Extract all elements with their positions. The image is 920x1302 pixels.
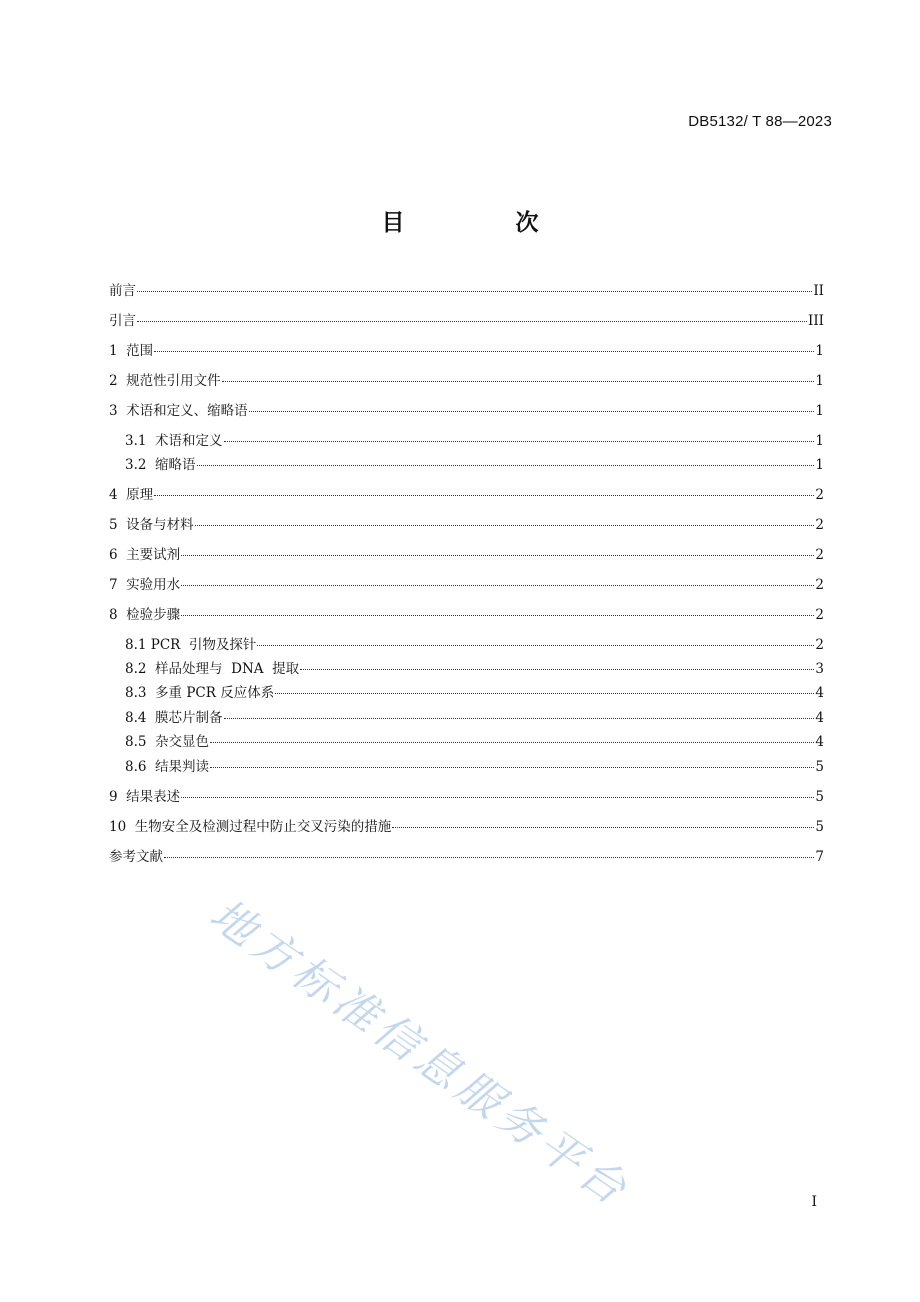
toc-entry-8-3[interactable] <box>125 683 824 703</box>
toc-dot-leader <box>137 309 807 322</box>
toc-entry-label: 8.2 样品处理与 DNA 提取 <box>125 661 300 677</box>
toc-entry-8-1[interactable] <box>125 635 824 655</box>
toc-entry-label: 引言 <box>109 313 136 329</box>
toc-entry-3-1[interactable] <box>125 431 824 451</box>
toc-entry-page: 1 <box>815 373 824 389</box>
toc-entry-label: 9 结果表述 <box>109 789 181 805</box>
toc-entry-label: 8.6 结果判读 <box>125 759 210 775</box>
toc-entry-page: 2 <box>815 547 824 563</box>
toc-entry-page: 1 <box>815 403 824 419</box>
toc-entry-1[interactable] <box>109 341 824 361</box>
toc-entry-3[interactable] <box>109 401 824 421</box>
toc-entry-page: 5 <box>815 819 824 835</box>
document-code: DB5132/ T 88—2023 <box>688 113 832 130</box>
toc-dot-leader <box>195 513 815 526</box>
toc-dot-leader <box>181 543 814 556</box>
toc-entry-page: 5 <box>815 789 824 805</box>
toc-entry-8-4[interactable] <box>125 708 824 728</box>
toc-dot-leader <box>154 483 814 496</box>
toc-entry-label: 3.2 缩略语 <box>125 457 196 473</box>
toc-entry-references[interactable] <box>109 847 824 867</box>
toc-dot-leader <box>222 369 815 382</box>
toc-entry-8[interactable] <box>109 605 824 625</box>
page-number: I <box>811 1194 817 1210</box>
toc-dot-leader <box>392 815 814 828</box>
toc-dot-leader <box>210 730 814 743</box>
toc-entry-label: 2 规范性引用文件 <box>109 373 221 389</box>
toc-dot-leader <box>181 573 814 586</box>
toc-dot-leader <box>181 603 814 616</box>
toc-dot-leader <box>224 429 815 442</box>
toc-dot-leader <box>249 399 815 412</box>
toc-entry-9[interactable] <box>109 787 824 807</box>
toc-entry-label: 8.4 膜芯片制备 <box>125 710 223 726</box>
toc-entry-label: 8.5 杂交显色 <box>125 734 210 750</box>
toc-entry-8-5[interactable] <box>125 732 824 752</box>
toc-entry-label: 前言 <box>109 283 136 299</box>
toc-dot-leader <box>164 845 814 858</box>
toc-dot-leader <box>257 633 814 646</box>
toc-entry-page: 2 <box>815 637 824 653</box>
toc-dot-leader <box>154 339 814 352</box>
toc-entry-7[interactable] <box>109 575 824 595</box>
toc-dot-leader <box>300 657 814 670</box>
toc-entry-label: 8 检验步骤 <box>109 607 181 623</box>
toc-entry-introduction[interactable] <box>109 311 824 331</box>
toc-entry-label: 1 范围 <box>109 343 154 359</box>
toc-entry-2[interactable] <box>109 371 824 391</box>
toc-entry-label: 3 术语和定义、缩略语 <box>109 403 248 419</box>
toc-entry-5[interactable] <box>109 515 824 535</box>
toc-dot-leader <box>197 453 815 466</box>
toc-entry-page: 4 <box>815 734 824 750</box>
toc-entry-label: 3.1 术语和定义 <box>125 433 223 449</box>
toc-entry-page: III <box>808 313 824 329</box>
watermark: 地方标准信息服务平台 <box>200 889 640 1218</box>
toc-entry-page: 1 <box>815 343 824 359</box>
toc-entry-label: 4 原理 <box>109 487 154 503</box>
toc-entry-10[interactable] <box>109 817 824 837</box>
toc-entry-label: 参考文献 <box>109 849 163 865</box>
toc-entry-page: 2 <box>815 517 824 533</box>
toc-entry-label: 10 生物安全及检测过程中防止交叉污染的措施 <box>109 819 392 835</box>
toc-dot-leader <box>137 279 812 292</box>
toc-entry-label: 6 主要试剂 <box>109 547 181 563</box>
toc-entry-page: 4 <box>815 710 824 726</box>
toc-entry-label: 5 设备与材料 <box>109 517 194 533</box>
toc-entry-page: 2 <box>815 487 824 503</box>
toc-entry-label: 8.1 PCR 引物及探针 <box>125 637 257 653</box>
toc-entry-page: 5 <box>815 759 824 775</box>
toc-entry-label: 7 实验用水 <box>109 577 181 593</box>
toc-dot-leader <box>210 755 814 768</box>
toc-entry-4[interactable] <box>109 485 824 505</box>
toc-entry-page: II <box>813 283 824 299</box>
toc-entry-page: 3 <box>815 661 824 677</box>
toc-entry-8-6[interactable] <box>125 757 824 777</box>
toc-entry-page: 7 <box>815 849 824 865</box>
toc-title: 目 次 <box>381 210 583 236</box>
toc-entry-page: 2 <box>815 607 824 623</box>
toc-entry-page: 1 <box>815 433 824 449</box>
toc-entry-page: 2 <box>815 577 824 593</box>
toc-dot-leader <box>181 785 814 798</box>
toc-dot-leader <box>224 706 815 719</box>
toc-entry-3-2[interactable] <box>125 455 824 475</box>
toc-entry-page: 1 <box>815 457 824 473</box>
toc-dot-leader <box>275 681 814 694</box>
toc-entry-8-2[interactable] <box>125 659 824 679</box>
toc-entry-page: 4 <box>815 685 824 701</box>
toc-entry-foreword[interactable] <box>109 281 824 301</box>
toc-entry-label: 8.3 多重 PCR 反应体系 <box>125 685 275 701</box>
toc-entry-6[interactable] <box>109 545 824 565</box>
